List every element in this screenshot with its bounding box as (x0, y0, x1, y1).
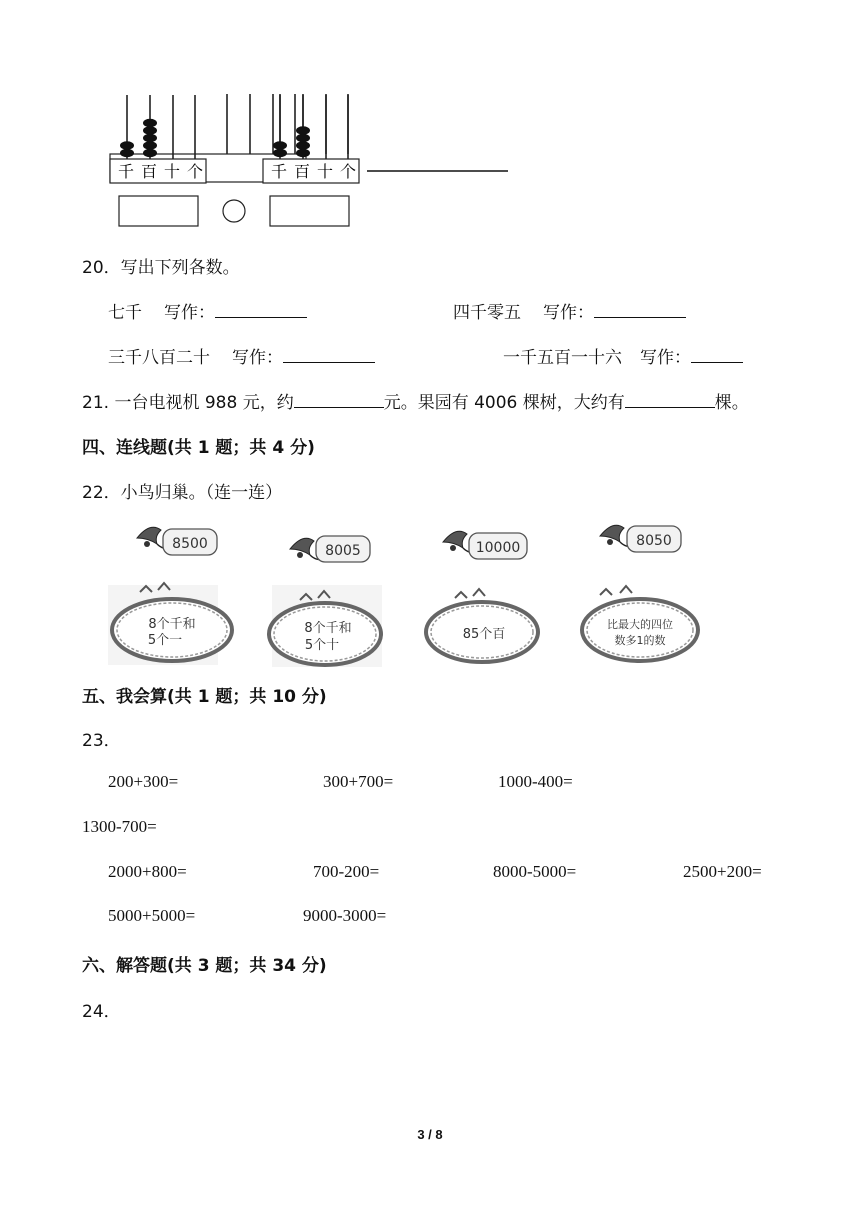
q22-title: 22．小鸟归巢。（连一连） (82, 483, 283, 503)
abacus-left-label-0: 千 (117, 162, 135, 181)
abacus-left-bead-rod2-4 (143, 126, 157, 134)
abacus-left-label-3: 个 (186, 162, 204, 181)
abacus-right-bead-rod2-2 (296, 141, 310, 149)
q21-part2: 元。果园有 4006 棵树，大约有 (383, 393, 625, 413)
bird-nest-figure (0, 510, 860, 675)
abacus-right-label-0: 千 (270, 162, 288, 181)
q20-item-2-text: 四千零五 (453, 303, 521, 323)
abacus-left-label-2: 十 (163, 162, 181, 181)
abacus-left-bead-rod2-1 (143, 149, 157, 157)
left-answer-box (119, 196, 198, 226)
section6-title: 六、解答题(共 3 题；共 34 分) (82, 956, 327, 976)
q20-item-3 (108, 343, 375, 368)
nest-2[interactable] (269, 585, 382, 667)
q20-answer-4[interactable] (691, 344, 743, 363)
calc-9: 5000+5000= (108, 906, 196, 925)
q20-item-4 (503, 343, 743, 368)
nest-1[interactable] (108, 583, 232, 665)
q20-answer-1[interactable] (215, 299, 307, 318)
q20-item-4-label: 写作： (640, 348, 691, 368)
abacus-right-bead-rod2-1 (296, 149, 310, 157)
q21-part1: 21. 一台电视机 988 元，约 (82, 393, 294, 413)
q20-item-4-text: 一千五百一十六 (503, 348, 622, 368)
calc-10: 9000-3000= (303, 906, 387, 925)
nest-1-line-2: 5个一 (147, 633, 183, 648)
q24-number: 24． (82, 1002, 121, 1022)
abacus-right-label-2: 十 (316, 162, 334, 181)
q20-item-2 (453, 298, 686, 323)
abacus-left-beads (120, 119, 157, 157)
abacus-left-bead-rod1-1 (120, 149, 134, 157)
bird-2[interactable] (290, 536, 370, 562)
q20-item-1-label: 写作： (164, 303, 215, 323)
abacus-right-beads (273, 126, 310, 157)
calc-2: 300+700= (323, 772, 394, 791)
calc-6: 700-200= (313, 862, 380, 881)
nest-3-line-1: 85个百 (462, 627, 506, 642)
page-number: 3 / 8 (417, 1127, 443, 1142)
abacus-right-bead-rod1-2 (273, 141, 287, 149)
abacus-left-bead-rod2-5 (143, 119, 157, 127)
abacus-left-bead-rod2-2 (143, 141, 157, 149)
q21-answer-1[interactable] (294, 389, 384, 408)
q21-part3: 棵。 (714, 393, 749, 413)
nest-4-line-2: 数多1的数 (614, 634, 666, 647)
abacus-drawing (0, 0, 860, 240)
calc-1: 200+300= (108, 772, 179, 791)
nest-4-line-1: 比最大的四位 (607, 618, 673, 631)
q20-item-3-label: 写作： (232, 348, 283, 368)
abacus-right-label-1: 百 (293, 162, 311, 181)
section5-title: 五、我会算(共 1 题；共 10 分) (82, 687, 327, 707)
bird-3[interactable] (443, 531, 527, 559)
q20-title: 20．写出下列各数。 (82, 258, 240, 278)
nest-2-line-1: 8个千和 (304, 621, 352, 636)
bird-2-number: 8005 (325, 543, 361, 559)
abacus-right-bead-rod2-3 (296, 134, 310, 142)
abacus-right-bead-rod1-1 (273, 149, 287, 157)
calc-5: 2000+800= (108, 862, 187, 881)
nest-2-line-2: 5个十 (304, 638, 340, 653)
q20-answer-2[interactable] (594, 299, 686, 318)
abacus-left-label-1: 百 (140, 162, 158, 181)
abacus-right-bead-rod2-4 (296, 126, 310, 134)
q20-item-2-label: 写作： (543, 303, 594, 323)
abacus-left-bead-rod1-2 (120, 141, 134, 149)
abacus-right-label-3: 个 (339, 162, 357, 181)
section4-title: 四、连线题(共 1 题；共 4 分) (82, 438, 315, 458)
bird-3-number: 10000 (475, 540, 521, 556)
q20-item-3-text: 三千八百二十 (108, 348, 210, 368)
nest-3[interactable] (426, 589, 538, 662)
q20-answer-3[interactable] (283, 344, 375, 363)
right-answer-box (270, 196, 349, 226)
calc-8: 2500+200= (683, 862, 762, 881)
q21-answer-2[interactable] (625, 389, 715, 408)
abacus-left-bead-rod2-3 (143, 134, 157, 142)
calc-4: 1300-700= (82, 817, 157, 836)
bird-1-number: 8500 (172, 536, 208, 552)
bird-4[interactable] (600, 525, 681, 552)
calc-7: 8000-5000= (493, 862, 577, 881)
nest-1-line-1: 8个千和 (148, 617, 196, 632)
q21 (82, 388, 749, 413)
bird-4-number: 8050 (636, 533, 672, 549)
q23-number: 23． (82, 731, 121, 751)
nest-4[interactable] (582, 586, 698, 661)
compare-circle (223, 200, 245, 222)
bird-1[interactable] (137, 527, 217, 555)
q20-item-1-text: 七千 (108, 303, 142, 323)
calc-3: 1000-400= (498, 772, 573, 791)
q20-item-1 (108, 298, 307, 323)
